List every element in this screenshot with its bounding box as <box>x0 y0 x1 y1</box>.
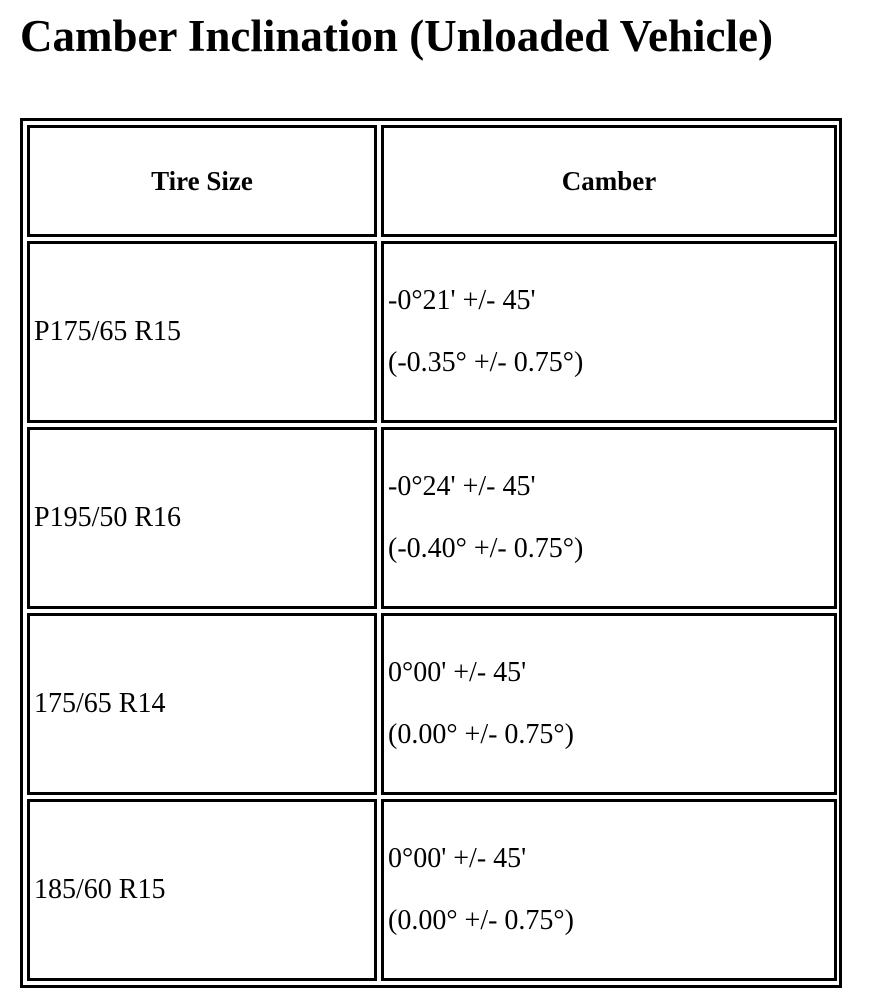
tire-size-cell: P195/50 R16 <box>27 427 377 609</box>
camber-degrees: (-0.40° +/- 0.75°) <box>388 533 584 564</box>
camber-degrees: (0.00° +/- 0.75°) <box>388 905 574 936</box>
camber-minutes: -0°24' +/- 45' <box>388 471 536 502</box>
camber-minutes: 0°00' +/- 45' <box>388 657 527 688</box>
tire-size-cell: P175/65 R15 <box>27 241 377 423</box>
header-camber: Camber <box>381 125 837 237</box>
camber-table <box>20 118 842 988</box>
camber-cell <box>381 427 837 609</box>
tire-size-cell: 185/60 R15 <box>27 799 377 981</box>
header-tire-size: Tire Size <box>27 125 377 237</box>
camber-minutes: -0°21' +/- 45' <box>388 285 536 316</box>
camber-cell <box>381 613 837 795</box>
camber-cell <box>381 241 837 423</box>
camber-minutes: 0°00' +/- 45' <box>388 843 527 874</box>
tire-size-cell: 175/65 R14 <box>27 613 377 795</box>
camber-degrees: (0.00° +/- 0.75°) <box>388 719 574 750</box>
camber-degrees: (-0.35° +/- 0.75°) <box>388 347 584 378</box>
camber-cell <box>381 799 837 981</box>
page-title: Camber Inclination (Unloaded Vehicle) <box>20 11 773 61</box>
